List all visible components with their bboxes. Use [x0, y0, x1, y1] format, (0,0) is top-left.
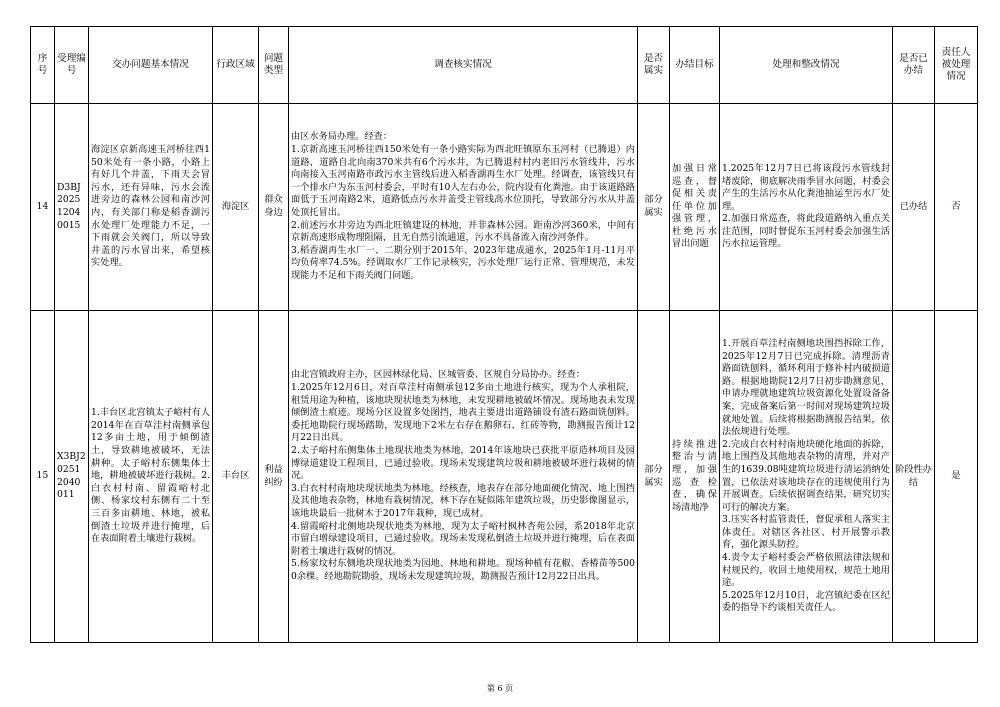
cell-completed: 阶段性办结	[893, 311, 935, 643]
cell-is-true: 部分属实	[638, 104, 670, 311]
investigation-paragraph: 2.太子峪村东侧集体土地现状地类为林地，2014年该地块已获批平原造林项目及园博绿道建设工程项目，已通过验收。现场未发现建筑垃圾和耕地被破坏进行栽树的情况。	[291, 445, 635, 482]
cell-district: 丰台区	[213, 311, 259, 643]
header-district: 行政区域	[213, 27, 259, 104]
handling-paragraph: 2.完成白衣村村南地块硬化地面的拆除，地上围挡及其他地表杂物的清理，并对产生的1639.08吨建筑垃圾进行清运消纳处置，已依法对该地块存在的违规使用行为开展调查。后续依据调查结果，研究切实可行的解决方案。	[722, 438, 890, 513]
header-goal: 办结目标	[670, 27, 720, 104]
investigation-paragraph: 5.杨家坟村东侧地块现状地类为园地、林地和耕地。现场种植有花椒、香椿苗等5000余棵。经地勘院勘验，现场未发现建筑垃圾，勘测报告预计12月22日出具。	[291, 558, 635, 582]
header-handling: 处理和整改情况	[720, 27, 893, 104]
cell-investigation	[289, 311, 638, 643]
investigation-paragraph: 1.京新高速玉河桥往西150米处有一条小路实际为西北旺镇原东玉河村（已腾退）内道路，道路自北向南370米共有6个污水井，为已腾退村村内老旧污水管线井，污水向南接入玉河南路市政污水主管线后进入稻香湖再生水厂处理。经调查，该管线只有一个排水户为东玉河村委会，平时有10人左右办公，院内设有化粪池。由于该道路路面低于玉河南路2米，道路低点污水井盖受主管线高水位顶托，导致部分污水从井盖处顶托冒出。	[291, 144, 635, 218]
investigation-paragraph: 由北宫镇政府主办，区园林绿化局、区城管委、区规自分局协办。经查：	[291, 369, 585, 381]
cell-basic: 海淀区京新高速玉河桥往西150米处有一条小路，小路上有好几个井盖，下雨天会冒污水，还有异味，污水会流进旁边的森林公园和南沙河内，有关部门称是稻香湖污水处理厂处理能力不足，一下雨就会关阀门，所以导致井盖的污水冒出来，希望核实处理。	[89, 104, 213, 311]
header-accept-id: 受理编号	[55, 27, 89, 104]
cell-accept-id: D3BJ202512040015	[55, 104, 89, 311]
cell-accept-id: X3BJ202512040011	[55, 311, 89, 643]
cell-no: 14	[31, 104, 55, 311]
handling-paragraph: 1.2025年12月7日已将该段污水管线封堵废除，彻底解决雨季冒水问题，村委会产生的生活污水从化粪池抽运至污水厂处理。	[722, 162, 890, 212]
handling-paragraph: 4.责令太子峪村委会严格依照法律法规和村规民约，收回土地使用权，规范土地用途。	[722, 552, 890, 589]
header-no: 序号	[31, 27, 55, 104]
header-accountability: 责任人被处理情况	[935, 27, 978, 104]
cell-district: 海淀区	[213, 104, 259, 311]
cell-investigation	[289, 104, 638, 311]
cell-completed: 已办结	[893, 104, 935, 311]
cell-accountability: 否	[935, 104, 978, 311]
cell-goal: 加强日常巡查，督促相关责任单位加强管理，杜绝污水冒出问题	[670, 104, 720, 311]
cell-handling	[720, 104, 893, 311]
cell-basic: 1.丰台区北宫镇太子峪村有人2014年在百草洼村南侧承包12多亩土地，用于倾倒渣土，导致耕地被破坏，无法耕种。太子峪村东侧集体土地，耕地被破坏进行栽树。2.白衣村村南、留霞峪村北侧、杨家坟村东侧有二十至三百多亩耕地、林地，被私倒渣土垃圾并进行掩埋，后在表面附着土壤进行栽树。	[89, 311, 213, 643]
cell-handling	[720, 311, 893, 643]
header-investigation: 调查核实情况	[289, 27, 638, 104]
cell-is-true: 部分属实	[638, 311, 670, 643]
cell-accountability: 是	[935, 311, 978, 643]
table-row	[31, 311, 978, 643]
complaint-table	[30, 26, 978, 643]
investigation-paragraph: 1.2025年12月6日，对百草洼村南侧承包12多亩土地进行核实，现为个人承租院，租赁用途为种植，该地块现状地类为林地，未发现耕地被破坏情况。现场地表未发现倾倒渣土痕迹。现场分区设置多处图挡，地表主要进出道路铺设有渣石路面铣刨料。委托地勘院行现场踏勘，发现地下2米左右存在鹅卵石、红砖等物，勘测报告预计12月22日出具。	[291, 382, 635, 444]
handling-paragraph: 1.开展百草洼村南侧地块围挡拆除工作，2025年12月7日已完成拆除。清理沥青路面铣刨料，循环利用于修补村内破损道路。根据地勘院12月7日初步勘测意见，申请办理就地建筑垃圾资源化处置设备备案，完成备案后第一时间对现场建筑垃圾就地处置。后续将根据勘测报告结果，依法依规进行处理。	[722, 337, 890, 438]
table-row	[31, 104, 978, 311]
cell-goal: 持续推进整治与清理，加强巡查检查，确保场清地净	[670, 311, 720, 643]
cell-type: 利益纠纷	[259, 311, 289, 643]
investigation-paragraph: 3.稻香湖再生水厂一、二期分别于2015年、2023年建成通水，2025年1月-11月平均负荷率74.5%。经调取水厂工作记录核实，污水处理厂运行正常、管理规范，未发现能力不足和下雨关阀门问题。	[291, 244, 635, 281]
handling-paragraph: 5.2025年12月10日，北宫镇纪委在区纪委的指导下约谈相关责任人。	[722, 589, 890, 614]
cell-no: 15	[31, 311, 55, 643]
cell-type: 群众身边	[259, 104, 289, 311]
investigation-paragraph: 2.前述污水井旁边为西北旺镇建设的林地，并非森林公园。距南沙河360米，中间有京新高速形成物理阻隔，且无自然引流通道，污水不具备流入南沙河条件。	[291, 219, 635, 244]
header-is-true: 是否属实	[638, 27, 670, 104]
page-number: 第 6 页	[486, 684, 514, 693]
header-type: 问题类型	[259, 27, 289, 104]
investigation-paragraph: 由区水务局办理。经查：	[291, 131, 393, 143]
investigation-paragraph: 3.白衣村村南地块现状地类为林地。经核查，地表存在部分地面硬化情况、地上围挡及其他地表杂物，林地有栽树情况，林下存在疑似陈年建筑垃圾，历史影像图显示，该地块最后一批树木于2017年栽种，现已成材。	[291, 482, 635, 519]
table-header-row	[31, 27, 978, 104]
investigation-paragraph: 4.留霞峪村北侧地块现状地类为林地，现为太子峪村枫林杏苑公园，系2018年北京市留白增绿建设项目，已通过验收。现场未发现私倒渣土垃圾并进行掩埋，后在表面附着土壤进行栽树的情况。	[291, 520, 635, 557]
header-basic: 交办问题基本情况	[89, 27, 213, 104]
handling-paragraph: 2.加强日常巡查，将此段道路纳入重点关注范围，同时督促东玉河村委会加强生活污水拉运管理。	[722, 213, 890, 250]
header-completed: 是否已办结	[893, 27, 935, 104]
handling-paragraph: 3.压实各村监管责任，督促承租人落实主体责任。对辖区各社区、村开展警示教育，强化源头防控。	[722, 514, 890, 551]
